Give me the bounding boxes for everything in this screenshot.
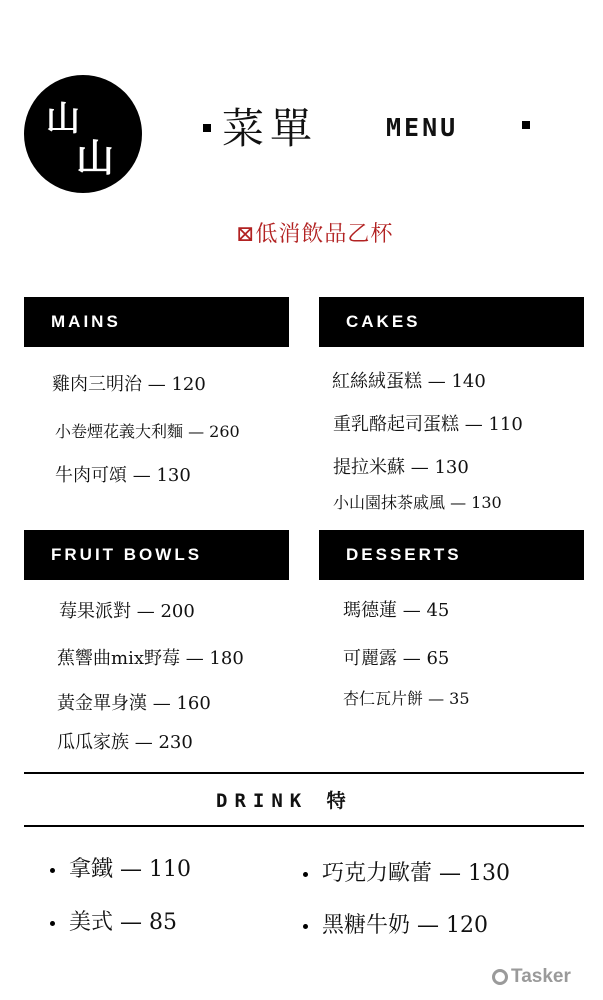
drink-heading: DRINK 特: [216, 790, 353, 812]
tasker-logo-icon: [492, 969, 508, 985]
bullet-icon: [303, 924, 308, 929]
page-title: 菜單: [222, 104, 319, 153]
logo-glyph-bottom: 山: [76, 136, 115, 180]
drink-divider-top: [24, 772, 584, 774]
mains-item: 牛肉可頌 — 130: [55, 465, 191, 486]
cakes-item: 提拉米蘇 — 130: [333, 457, 469, 478]
title-square-right: [522, 121, 530, 129]
cakes-item: 小山園抹茶戚風 — 130: [333, 493, 502, 512]
fruit-bowls-item: 黃金單身漢 — 160: [57, 693, 211, 714]
fruit-bowls-heading: FRUIT BOWLS: [24, 530, 289, 580]
cakes-item: 重乳酪起司蛋糕 — 110: [333, 414, 523, 435]
cakes-heading: CAKES: [319, 297, 584, 347]
tasker-watermark: [492, 966, 571, 988]
drink-item: [50, 905, 177, 936]
logo-glyph-top: 山: [46, 99, 80, 139]
drink-divider-bottom: [24, 825, 584, 827]
bullet-icon: [303, 872, 308, 877]
page-title-en: MENU: [386, 113, 459, 142]
drink-item-label: 黑糖牛奶 — 120: [322, 913, 488, 938]
drink-item-label: 拿鐵 — 110: [69, 857, 191, 882]
drink-item-label: 美式 — 85: [69, 910, 177, 935]
bullet-icon: [50, 921, 55, 926]
mains-heading: MAINS: [24, 297, 289, 347]
mains-item: 小卷煙花義大利麵 — 260: [55, 422, 240, 441]
drink-item-label: 巧克力歐蕾 — 130: [322, 861, 510, 886]
drink-item: [303, 908, 488, 939]
watermark-label: Tasker: [511, 966, 571, 987]
title-square-left: [203, 124, 211, 132]
bullet-icon: [50, 868, 55, 873]
mains-item: 雞肉三明治 — 120: [52, 374, 206, 395]
fruit-bowls-item: 瓜瓜家族 — 230: [57, 732, 193, 753]
logo: [24, 75, 142, 193]
cakes-item: 紅絲絨蛋糕 — 140: [332, 371, 486, 392]
desserts-item: 可麗露 — 65: [343, 648, 450, 669]
desserts-heading: DESSERTS: [319, 530, 584, 580]
drink-item: [303, 856, 510, 887]
desserts-item: 杏仁瓦片餅 — 35: [343, 689, 470, 708]
minimum-order-note: ⊠低消飲品乙杯: [236, 222, 394, 247]
fruit-bowls-item: 蕉響曲mix野莓 — 180: [57, 648, 244, 669]
desserts-item: 瑪德蓮 — 45: [343, 600, 450, 621]
fruit-bowls-item: 莓果派對 — 200: [59, 601, 195, 622]
drink-item: [50, 852, 191, 883]
